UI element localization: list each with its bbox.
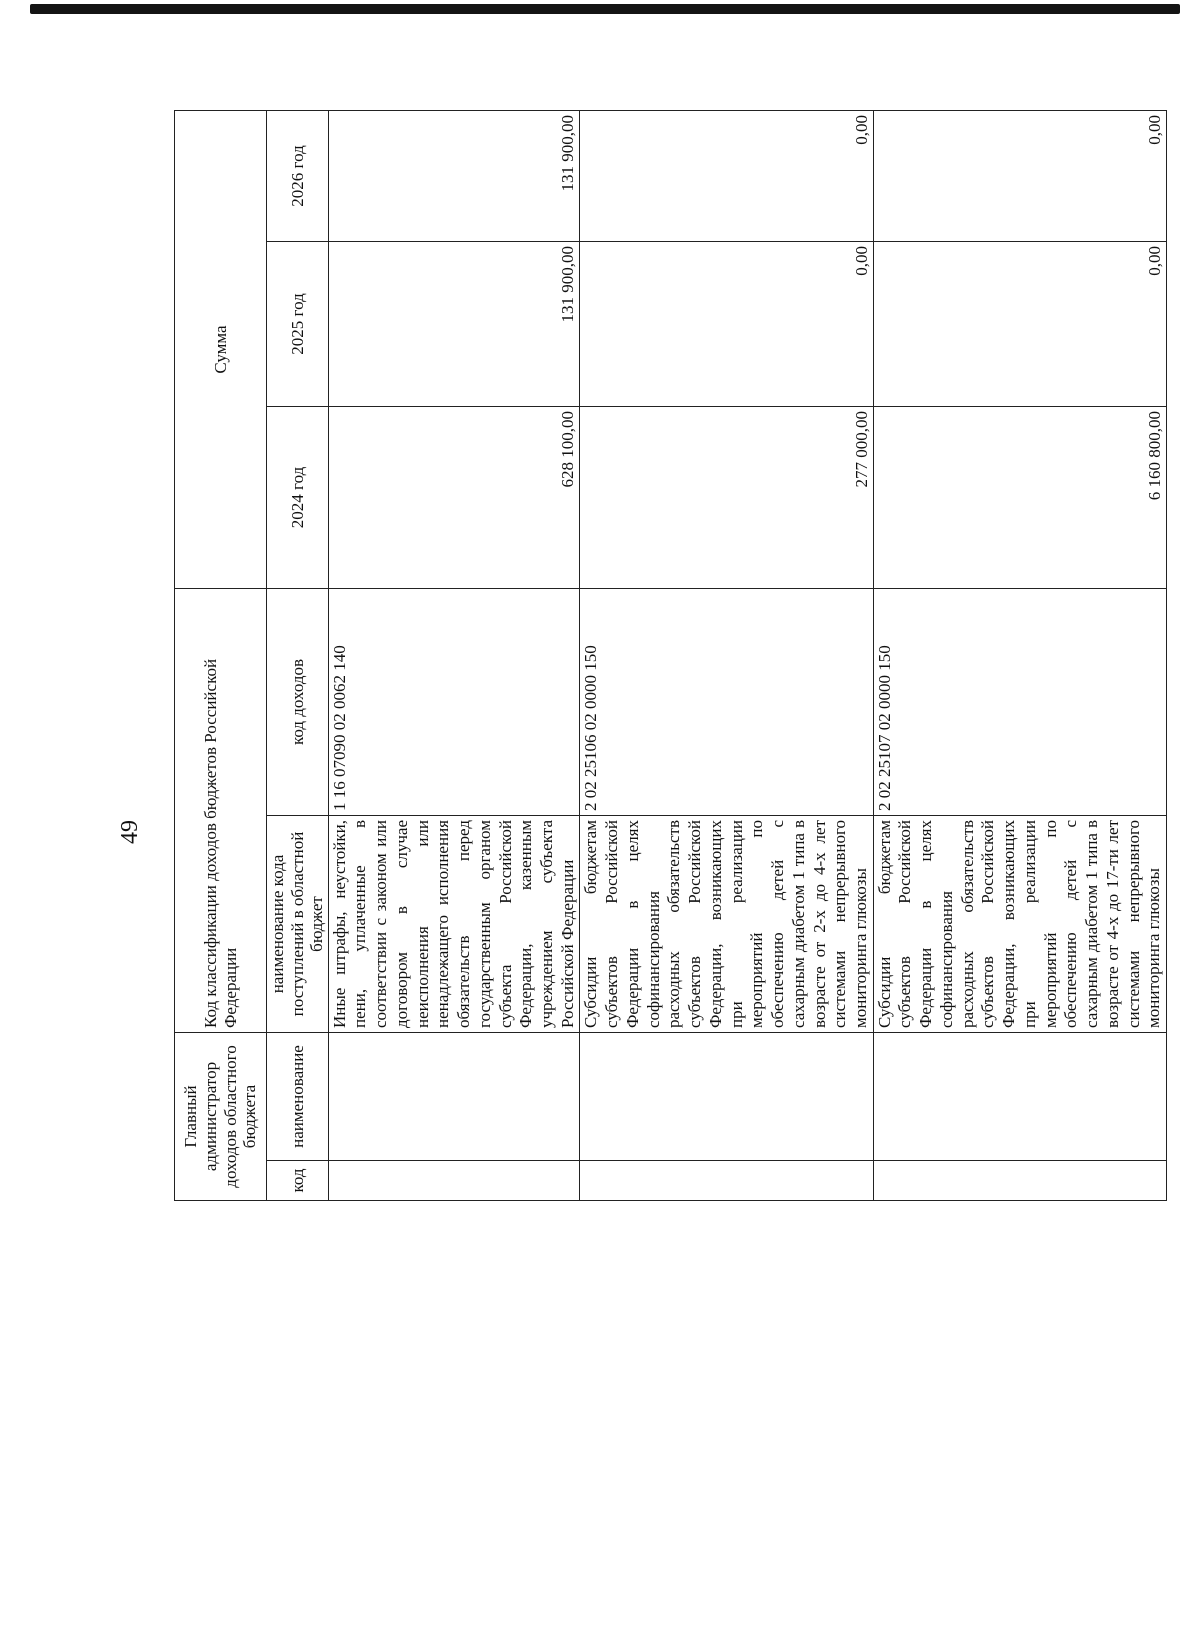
admin-code-cell [328,1161,580,1201]
sum-2025-cell: 0,00 [873,241,1166,406]
table-row [873,110,1166,1200]
income-name-cell: Иные штрафы, неустойки, пени, уплаченные в соответствии с законом или договором в случае неисполнения или ненадлежащего исполнения обязательств перед государственным органом субъекта Российской Федерации, казенным учреждением субъекта Российской Федерации [328,816,580,1033]
table-row [580,110,873,1200]
sum-2024-cell: 277 000,00 [580,406,873,588]
header-sum-group: Сумма [175,110,267,588]
income-name-cell: Субсидии бюджетам субъектов Российской Федерации в целях софинансирования расходных обязательств субъектов Российской Федерации, возникающих при реализации мероприятий по обеспечению детей с сахарным диабетом 1 типа в возрасте от 2-х до 4-х лет системами непрерывного мониторинга глюкозы [580,816,873,1033]
sum-2024-cell: 6 160 800,00 [873,406,1166,588]
sum-2025-cell: 0,00 [580,241,873,406]
header-year-2024: 2024 год [267,406,329,588]
sum-2026-cell: 131 900,00 [328,110,580,241]
header-admin-code: код [267,1161,329,1201]
budget-table [174,110,1167,1201]
header-classification-group: Код классификации доходов бюджетов Российской Федерации [175,588,267,1032]
page-number: 49 [117,820,143,844]
header-income-name: наименование кода поступлений в областной бюджет [267,816,329,1033]
header-admin-group: Главный администратор доходов областного бюджета [175,1033,267,1201]
admin-name-cell [580,1033,873,1161]
income-code-cell: 1 16 07090 02 0062 140 [328,588,580,815]
income-code-cell: 2 02 25107 02 0000 150 [873,588,1166,815]
income-name-cell: Субсидии бюджетам субъектов Российской Федерации в целях софинансирования расходных обязательств субъектов Российской Федерации, возникающих при реализации мероприятий по обеспечению детей с сахарным диабетом 1 типа в возрасте от 4-х до 17-ти лет системами непрерывного мониторинга глюкозы [873,816,1166,1033]
scan-edge-bar [30,4,1180,14]
sum-2024-cell: 628 100,00 [328,406,580,588]
admin-name-cell [873,1033,1166,1161]
sum-2025-cell: 131 900,00 [328,241,580,406]
rotated-table-container [174,111,1165,1201]
admin-code-cell [580,1161,873,1201]
admin-code-cell [873,1161,1166,1201]
header-income-code: код доходов [267,588,329,815]
table-row [328,110,580,1200]
income-code-cell: 2 02 25106 02 0000 150 [580,588,873,815]
sum-2026-cell: 0,00 [873,110,1166,241]
header-admin-name: наименование [267,1033,329,1161]
admin-name-cell [328,1033,580,1161]
sheet [174,111,1165,1201]
sum-2026-cell: 0,00 [580,110,873,241]
header-year-2026: 2026 год [267,110,329,241]
header-year-2025: 2025 год [267,241,329,406]
